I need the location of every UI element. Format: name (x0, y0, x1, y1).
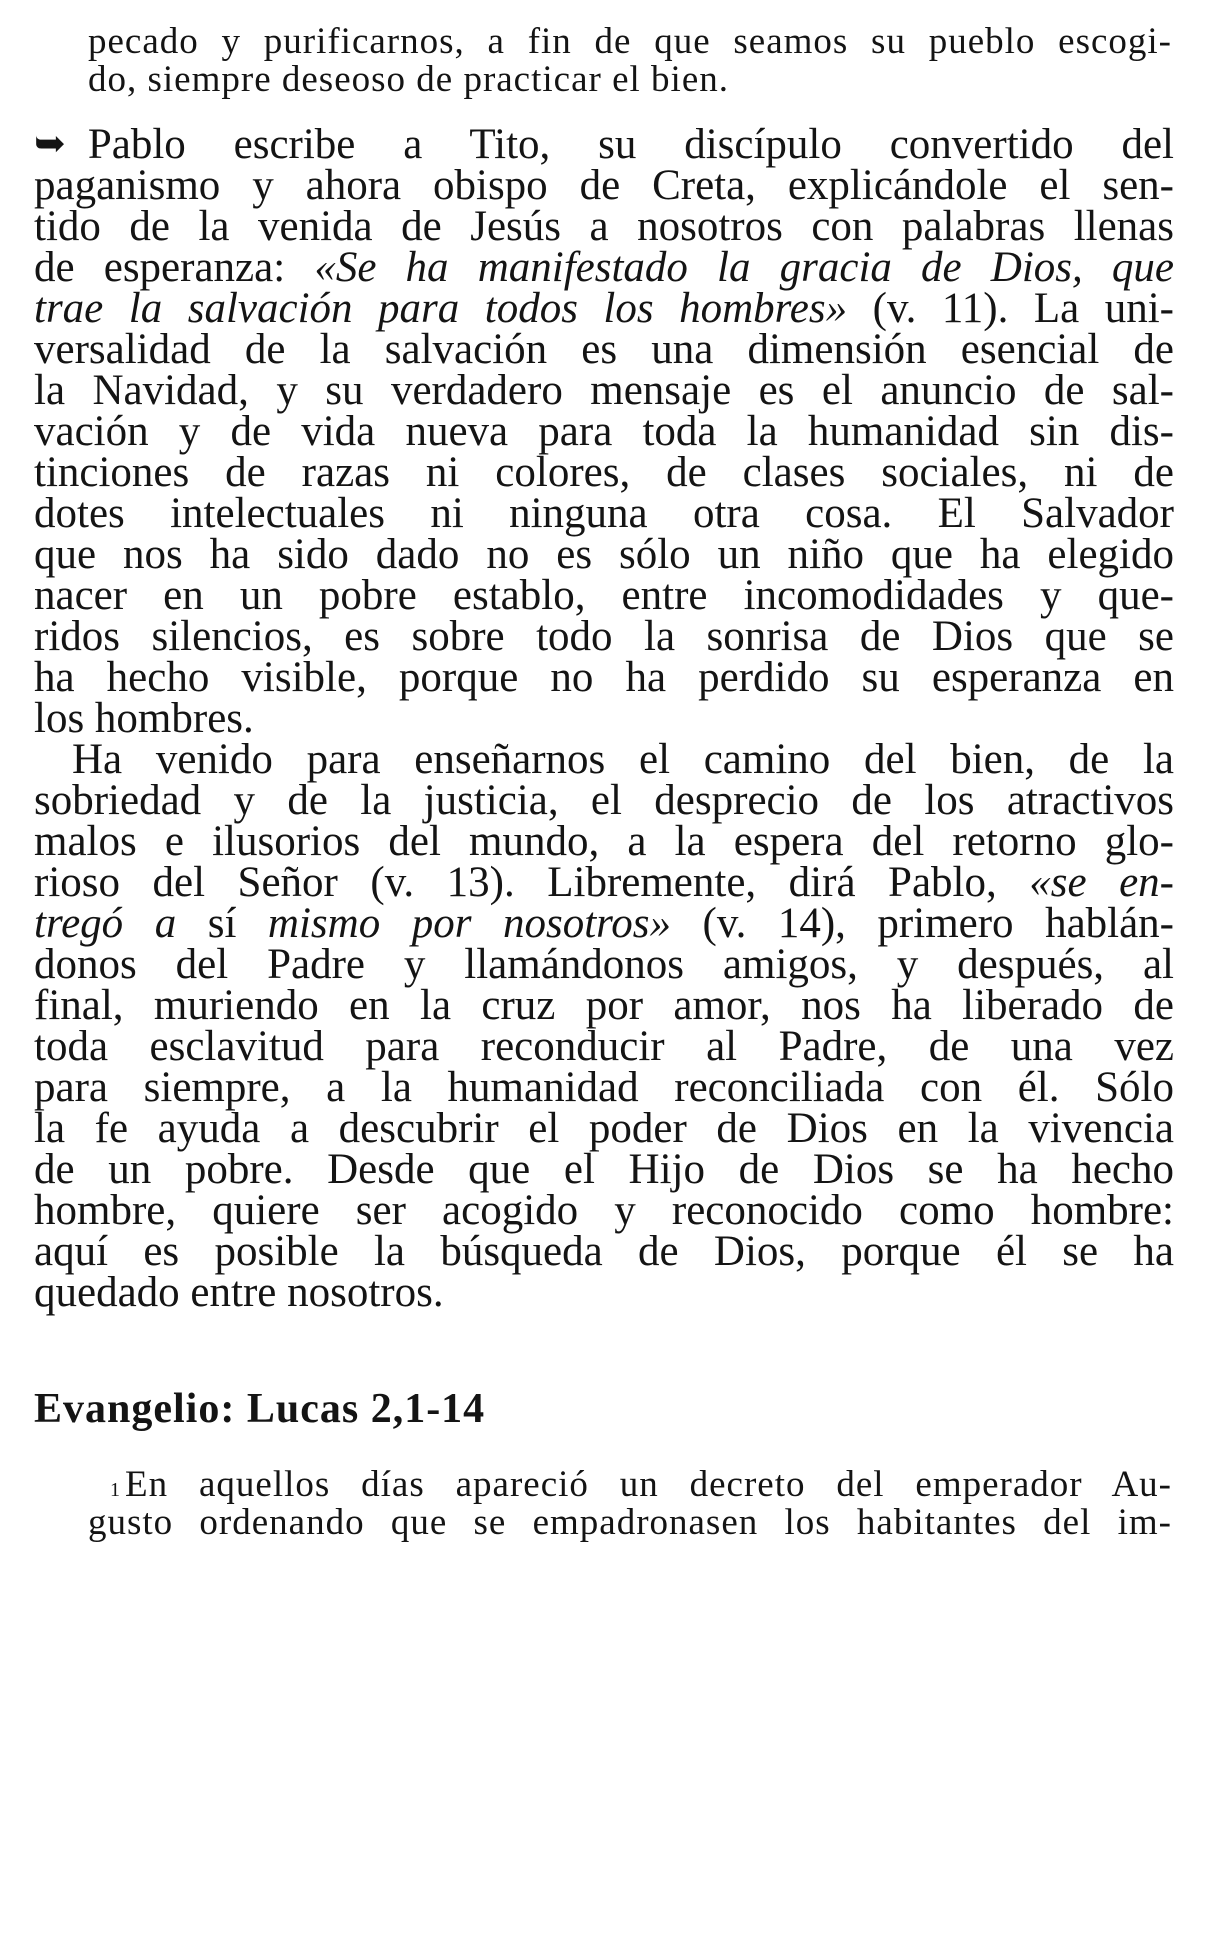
commentary-line: rioso del Señor (v. 13). Libremente, dirá Pablo, «se en- (34, 859, 1174, 906)
commentary-line: la Navidad, y su verdadero mensaje es el anuncio de sal- (34, 367, 1174, 414)
commentary-line: sobriedad y de la justicia, el desprecio de los atractivos (34, 777, 1174, 824)
commentary-line: tido de la venida de Jesús a nosotros con palabras llenas (34, 203, 1174, 250)
commentary-line: toda esclavitud para reconducir al Padre, de una vez (34, 1023, 1174, 1070)
commentary-line: versalidad de la salvación es una dimensión esencial de (34, 326, 1174, 373)
verse-number: 1 (110, 1479, 121, 1501)
commentary-line: Ha venido para enseñarnos el camino del bien, de la (72, 736, 1174, 783)
commentary-line: malos e ilusorios del mundo, a la espera del retorno glo- (34, 818, 1174, 865)
commentary-line: hombre, quiere ser acogido y reconocido como hombre: (34, 1187, 1174, 1234)
commentary-line: la fe ayuda a descubrir el poder de Dios en la vivencia (34, 1105, 1174, 1152)
commentary-line: de un pobre. Desde que el Hijo de Dios se ha hecho (34, 1146, 1174, 1193)
commentary-line: tregó a sí mismo por nosotros» (v. 14), primero hablán- (34, 900, 1175, 947)
section-heading: Evangelio: Lucas 2,1-14 (34, 1386, 486, 1432)
commentary-line: ha hecho visible, porque no ha perdido su esperanza en (34, 654, 1174, 701)
commentary-line: los hombres. (34, 695, 254, 742)
commentary-line: donos del Padre y llamándonos amigos, y después, al (34, 941, 1174, 988)
commentary-line: ridos silencios, es sobre todo la sonrisa de Dios que se (34, 613, 1174, 660)
commentary-line: trae la salvación para todos los hombres» (v. 11). La uni- (34, 285, 1174, 332)
gospel-line: 1 En aquellos días apareció un decreto del emperador Au- (110, 1464, 1172, 1505)
commentary-line: para siempre, a la humanidad reconciliada con él. Sólo (34, 1064, 1174, 1111)
commentary-line: paganismo y ahora obispo de Creta, explicándole el sen- (34, 162, 1174, 209)
intro-line: pecado y purificarnos, a fin de que seamos su pueblo escogi- (88, 21, 1172, 62)
commentary-line: que nos ha sido dado no es sólo un niño que ha elegido (34, 531, 1174, 578)
commentary-line: nacer en un pobre establo, entre incomodidades y que- (34, 572, 1174, 619)
commentary-line: final, muriendo en la cruz por amor, nos ha liberado de (34, 982, 1174, 1029)
commentary-line: quedado entre nosotros. (34, 1269, 444, 1316)
commentary-line: ➥ Pablo escribe a Tito, su discípulo convertido del (34, 121, 1174, 168)
commentary-line: dotes intelectuales ni ninguna otra cosa. El Salvador (34, 490, 1174, 537)
commentary-line: aquí es posible la búsqueda de Dios, porque él se ha (34, 1228, 1174, 1275)
commentary-line: vación y de vida nueva para toda la humanidad sin dis- (34, 408, 1174, 455)
intro-line: do, siempre deseoso de practicar el bien. (88, 59, 729, 100)
commentary-line: tinciones de razas ni colores, de clases sociales, ni de (34, 449, 1174, 496)
arrow-right-icon: ➥ (34, 123, 66, 165)
gospel-line: gusto ordenando que se empadronasen los habitantes del im- (88, 1502, 1172, 1543)
commentary-line: de esperanza: «Se ha manifestado la gracia de Dios, que (34, 244, 1174, 291)
